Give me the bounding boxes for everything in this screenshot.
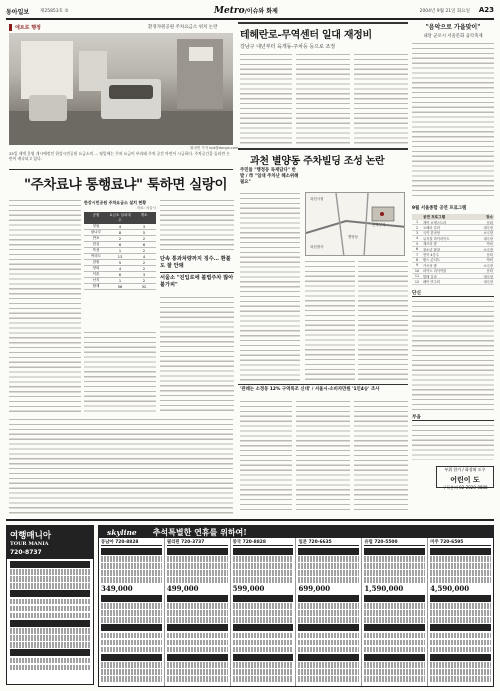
program-cell: 국악 한마당 [423,231,440,236]
program-cell: 재즈의 밤 [423,242,437,247]
table-cell: 2 [142,248,146,253]
program-cell: 피아노 리사이틀 [423,269,447,274]
table-cell: 여의도 [90,254,102,258]
section-subtitle: /이슈와 화제 [244,8,278,15]
article-column [9,199,81,413]
article-column [160,296,234,413]
ad-price: 349,000 [101,584,133,593]
story-deck: 주민들 "행정동 독재답다" 반발 / 市 "일대 주차난 해소위해 필요" [240,168,299,185]
ad-price: 1,590,000 [364,584,404,593]
table-cell: 6 [118,242,122,247]
program-cell: 3 [415,230,419,235]
table-cell: 1 [118,278,122,283]
program-cell: 7 [415,252,419,257]
program-cell: 8 [415,257,419,262]
table-cell: 32 [141,284,147,289]
ad-column [428,538,493,686]
program-cell: 11 [414,274,420,279]
program-table [412,214,494,285]
table-cell: 광나루 [90,230,102,234]
story-subhead: 강남구 내년부터 육개동-주차등 등으로 조정 [240,44,336,50]
pull-quote: 단속 통과차량까지 징수… 환불도 잘 안돼 [160,256,231,269]
ad-column-title: 동남아 720-8828 [101,539,162,546]
article-column [84,331,156,413]
program-cell: 소극장 [483,263,493,268]
map-label: 과천시청 [310,197,324,201]
ad-column [296,538,362,686]
ad-column [362,538,428,686]
paper-name: 동아일보 [6,9,30,16]
ad-column [99,538,165,686]
table-cell: 56 [117,284,123,289]
masthead [6,6,494,20]
promo-phone: 구독문의 02-2020-0888 [442,485,488,490]
table-cell: 4 [118,266,122,271]
program-cell: 소극장 [483,231,493,236]
program-cell: 문화 [486,269,493,274]
program-cell: 6 [415,247,419,252]
program-row [412,279,494,284]
table-title: 한강시민공원 주차요금소 설치 현황 [84,200,147,205]
table-cell: 양화 [92,266,100,270]
program-cell: 1 [415,220,419,225]
table-cell: 5 [142,230,146,235]
story-headline: 테헤란로-무역센터 일대 재정비 [240,30,372,41]
program-cell: 대극장 [483,280,493,284]
article-column [412,42,494,200]
article-column [412,300,494,410]
article-column [240,400,292,513]
travel-ad [6,525,94,685]
map-label: 별양동 [348,235,359,239]
stats-table [84,200,156,328]
section-heading: 부음 [412,414,494,421]
promo-caption: 부위 한가 / 화장외 도우 [444,467,486,472]
program-cell: 5 [415,241,419,246]
program-cell: 10 [414,268,420,273]
promo-box [436,466,494,488]
program-cell: 청소년 합창 [423,247,440,252]
table-cell: 4 [142,254,146,259]
divider [238,22,408,24]
table-cell: 합계 [92,284,100,288]
divider [9,169,233,170]
program-cell: 팝스 콘서트 [423,258,440,263]
program-cell: 발레 갈라 [423,274,437,279]
photo-credit: 원대연 기자 kyd@donga.com [190,146,239,150]
ad-price: 499,000 [166,584,199,593]
program-table-header: 공연 프로그램 장소 [412,214,494,220]
table-cell: 3 [142,272,146,277]
ad-column-title: 일본 720-6635 [298,539,359,546]
table-cell: 6 [142,242,146,247]
ad-banner [99,526,493,538]
box-headline: '관례는 소정동 12% 구역특조 신대' / 서울시-소비자만원 '1인4승' 조사 [240,387,380,392]
program-cell: 문화 [486,220,493,225]
table-cell: 2 [142,278,146,283]
photo-headline: 환경자원공원 주차요금소 위치 논란 [148,25,218,30]
article-column [354,53,408,145]
article-column [296,53,350,145]
program-cell: 오페라 갈라 [423,226,440,231]
program-cell: 소극장 [483,247,493,252]
program-cell: 9 [415,263,419,268]
ad-column-title: 미주 720-6595 [430,539,491,546]
table-cell: 이촌 [92,272,100,276]
divider [160,272,234,273]
program-cell: 폐막 연주회 [423,280,440,284]
program-cell: 뮤지컬 하이라이트 [423,236,450,241]
table-source: 자료: 서울시 [136,206,156,210]
page-number: A23 [478,6,494,14]
section-title: Metro/이슈와 화제 [214,6,278,16]
article-column [296,400,350,513]
ad-logo: skyline [107,527,137,537]
program-cell: 야외 [486,242,493,247]
table-cell: 8 [118,230,122,235]
ad-price: 699,000 [298,584,331,593]
program-cell: 개막 오케스트라 [423,220,447,225]
photo-caption: 25일 새벽 운영 개시예정인 한강시민공원 요금소의 ... 평일에는 주차 요금이 부과돼 주차 공간 마련이 시급하다. 주차공간을 둘러싼 논란이 계속되고 있다. [9,151,230,161]
table-cell: 5 [118,260,122,265]
ad-section [6,519,494,685]
airline-ad [98,525,494,687]
ad-column-title: 중국 720-8828 [233,539,294,546]
program-cell: 가곡의 밤 [423,263,437,268]
article-column [240,53,292,145]
ad-column-title: 필리핀 720-3737 [167,539,228,546]
program-cell: 대극장 [483,236,493,241]
table-cell: 잠실 [92,242,100,246]
program-cell: 2 [415,225,419,230]
ad-banner-text: 추석특별한 연휴를 위하여! [152,526,247,537]
program-cell: 야외 [486,258,493,263]
table-cell: 2 [142,266,146,271]
divider [238,148,408,150]
news-photo [9,33,233,145]
table-cell: 4 [118,224,122,229]
issue-date: 2004년 9월 21일 화요일 [419,9,470,14]
program-cell: 4 [415,236,419,241]
table-cell: 2 [118,236,122,241]
table-cell: 2 [142,236,146,241]
article-column [358,260,408,382]
article-column [354,400,408,513]
program-list-heading: 9월 서울종합 공연 프로그램 [412,206,467,211]
sidebar [412,22,494,520]
program-cell: 문화 [486,253,493,258]
article-column [240,192,300,382]
table-cell: 2 [142,260,146,265]
pull-quote: 서울소 "진입로에 불법주차 많아 불가피" [160,275,234,288]
article-column [305,260,355,382]
program-cell: 대극장 [483,226,493,231]
table-header: 공원 요금소 설치대수 개소 [84,212,156,224]
sidebar-subtitle: 내달 군포시 서울문화 음악축제 [423,34,483,39]
table-cell: 1 [118,248,122,253]
table-cell: 13 [117,254,123,259]
section-heading: 단신 [412,290,494,297]
story-kicker: 에트로 행정 [9,24,41,31]
ad-price: 4,590,000 [430,584,470,593]
program-cell: 현악 4중주 [423,253,439,258]
ad-column-title: 유럽 720-5500 [364,539,425,546]
ad-brand: 여행매니아 TOUR MANIA [7,526,93,548]
program-cell: 12 [414,279,420,284]
table-cell: 망원 [92,224,100,228]
table-cell: 뚝섬 [92,248,100,252]
table-cell: 난지 [92,278,100,282]
ad-column [165,538,231,686]
program-cell: 대극장 [483,274,493,279]
article-column [412,424,494,460]
table-cell: 6 [118,272,122,277]
table-cell: 잠원 [92,260,100,264]
issue-number: 제25853호 ② [40,9,69,14]
location-map [305,192,405,256]
table-cell: 3 [142,224,146,229]
ad-column [231,538,297,686]
map-label: 과천청사 [310,245,324,249]
story-headline: "주차료냐 통행료냐" 툭하면 실랑이 [24,177,228,193]
table-row [84,284,156,290]
divider [238,384,408,385]
map-label: 신축부지 [372,223,386,227]
article-column [160,199,234,253]
table-cell: 반포 [92,236,100,240]
sidebar-title: "음악으로 가을맞이" [425,24,481,31]
article-column [9,418,233,514]
ad-phone: 720-8737 [7,548,93,559]
promo-brand: 어린이 도 [450,475,480,484]
story-headline: 과천 별양동 주차빌딩 조성 논란 [250,156,385,167]
ad-price: 599,000 [232,584,265,593]
